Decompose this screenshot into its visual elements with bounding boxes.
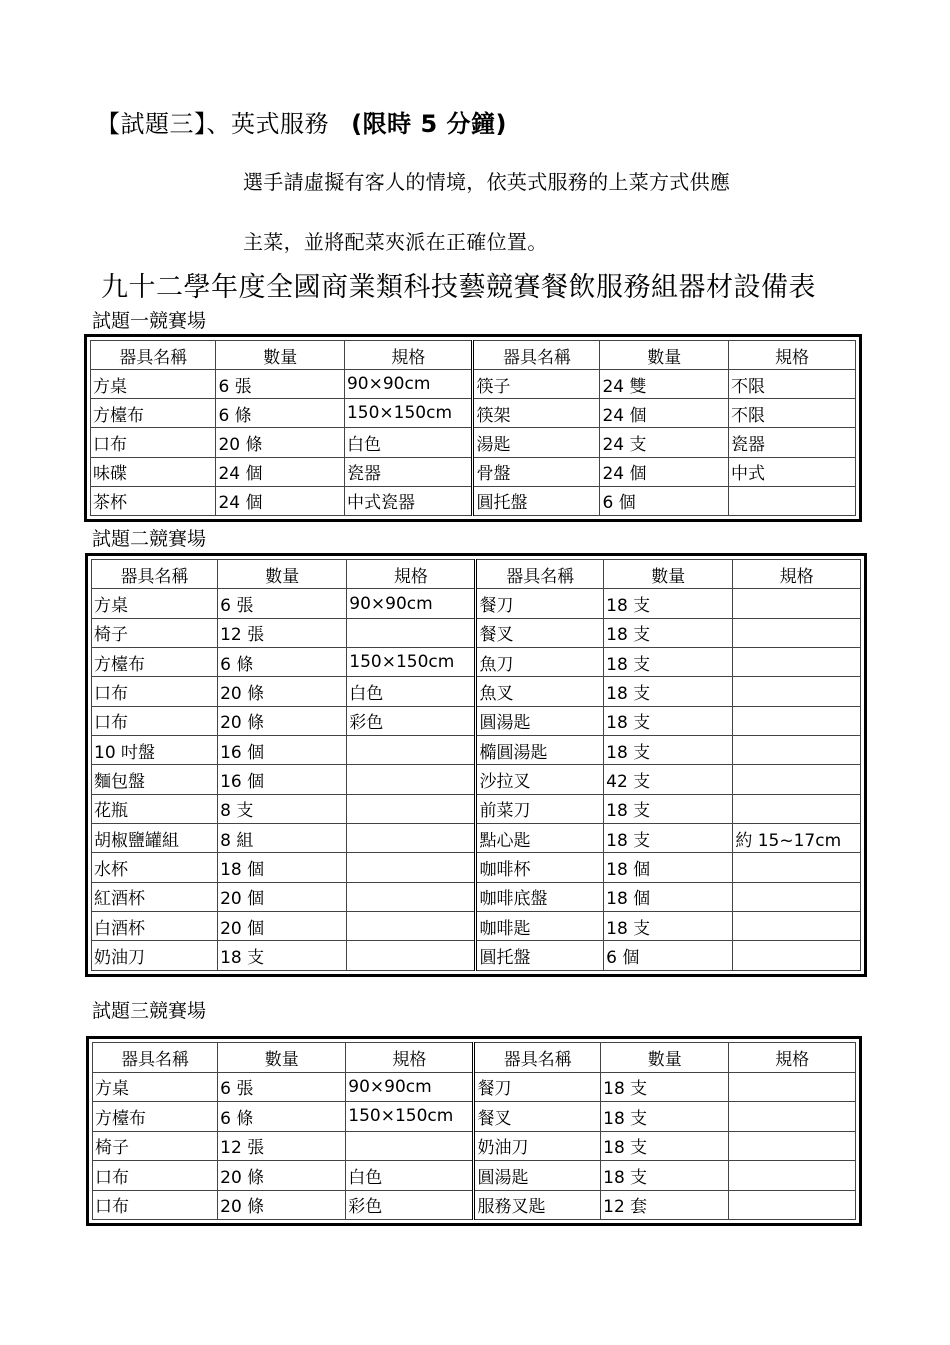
cell-item-name: 前菜刀 [476, 794, 604, 823]
cell-spec [728, 486, 855, 515]
cell-quantity: 18 個 [604, 882, 733, 911]
table-row [92, 941, 861, 971]
equipment-table-3 [86, 1036, 862, 1226]
cell-spec [729, 1102, 856, 1132]
cell-spec [733, 794, 861, 823]
cell-item-name: 方桌 [92, 589, 218, 618]
table-row [92, 618, 861, 647]
cell-quantity: 6 張 [218, 589, 347, 618]
column-header-spec: 規格 [728, 341, 855, 370]
cell-quantity: 6 條 [218, 648, 347, 677]
cell-item-name: 胡椒鹽罐組 [92, 824, 218, 853]
cell-item-name: 10 吋盤 [92, 736, 218, 765]
cell-quantity: 18 個 [604, 853, 733, 882]
table-row [93, 1102, 856, 1132]
cell-quantity: 6 個 [604, 941, 733, 971]
cell-item-name: 口布 [93, 1161, 218, 1191]
section-label-1: 試題一競賽場 [92, 310, 207, 332]
cell-quantity: 24 支 [600, 428, 729, 457]
cell-spec [347, 882, 476, 911]
cell-spec [347, 736, 476, 765]
cell-quantity: 20 個 [218, 882, 347, 911]
cell-spec [346, 1131, 474, 1161]
column-header-spec: 規格 [729, 1043, 856, 1073]
table-row [92, 706, 861, 735]
column-header-item-name: 器具名稱 [476, 560, 604, 589]
column-header-item-name: 器具名稱 [92, 560, 218, 589]
cell-item-name: 筷子 [473, 370, 600, 399]
cell-item-name: 椅子 [93, 1131, 218, 1161]
cell-quantity: 18 支 [218, 941, 347, 971]
cell-item-name: 橢圓湯匙 [476, 736, 604, 765]
table-header-row [92, 560, 861, 589]
cell-spec: 90×90cm [346, 1072, 474, 1102]
table-row [91, 399, 856, 428]
cell-quantity: 24 個 [600, 457, 729, 486]
cell-item-name: 餐叉 [474, 1102, 601, 1132]
cell-quantity: 12 張 [218, 618, 347, 647]
cell-spec [733, 648, 861, 677]
cell-quantity: 12 張 [218, 1131, 346, 1161]
cell-quantity: 18 個 [218, 853, 347, 882]
cell-spec: 白色 [347, 677, 476, 706]
cell-spec: 不限 [728, 370, 855, 399]
column-header-quantity: 數量 [601, 1043, 729, 1073]
cell-item-name: 餐叉 [476, 618, 604, 647]
cell-spec: 90×90cm [344, 370, 473, 399]
cell-item-name: 麵包盤 [92, 765, 218, 794]
equipment-table-title: 九十二學年度全國商業類科技藝競賽餐飲服務組器材設備表 [101, 272, 816, 303]
cell-quantity: 6 張 [218, 1072, 346, 1102]
table-row [92, 824, 861, 853]
cell-item-name: 服務叉匙 [474, 1190, 601, 1220]
cell-spec [733, 736, 861, 765]
table-row [92, 736, 861, 765]
cell-quantity: 6 個 [600, 486, 729, 515]
cell-quantity: 20 條 [218, 1190, 346, 1220]
cell-item-name: 方檯布 [91, 399, 216, 428]
cell-spec: 瓷器 [344, 457, 473, 486]
cell-item-name: 口布 [91, 428, 216, 457]
cell-item-name: 筷架 [473, 399, 600, 428]
cell-item-name: 白酒杯 [92, 912, 218, 941]
equipment-table-2 [85, 553, 867, 977]
cell-quantity: 18 支 [604, 706, 733, 735]
cell-quantity: 20 條 [218, 1161, 346, 1191]
cell-item-name: 口布 [92, 706, 218, 735]
equipment-table [90, 340, 856, 516]
column-header-spec: 規格 [733, 560, 861, 589]
cell-item-name: 圓湯匙 [476, 706, 604, 735]
table-row [92, 677, 861, 706]
cell-spec: 150×150cm [344, 399, 473, 428]
section-label-3: 試題三競賽場 [92, 1000, 207, 1022]
cell-item-name: 圓托盤 [473, 486, 600, 515]
column-header-item-name: 器具名稱 [474, 1043, 601, 1073]
table-row [91, 428, 856, 457]
cell-item-name: 味碟 [91, 457, 216, 486]
column-header-item-name: 器具名稱 [473, 341, 600, 370]
table-row [92, 765, 861, 794]
cell-spec [733, 941, 861, 971]
cell-spec: 彩色 [346, 1190, 474, 1220]
cell-spec [347, 853, 476, 882]
cell-spec [733, 765, 861, 794]
cell-quantity: 24 個 [216, 486, 345, 515]
cell-item-name: 餐刀 [474, 1072, 601, 1102]
cell-spec [733, 706, 861, 735]
table-row [91, 486, 856, 515]
cell-item-name: 魚刀 [476, 648, 604, 677]
column-header-spec: 規格 [346, 1043, 474, 1073]
equipment-table-1 [84, 334, 862, 522]
cell-item-name: 方桌 [91, 370, 216, 399]
question-description-line1: 選手請虛擬有客人的情境，依英式服務的上菜方式供應 [243, 170, 731, 194]
cell-item-name: 方檯布 [92, 648, 218, 677]
cell-spec [733, 882, 861, 911]
cell-quantity: 24 個 [216, 457, 345, 486]
cell-quantity: 18 支 [604, 589, 733, 618]
time-limit: (限時 5 分鐘) [351, 110, 507, 138]
cell-quantity: 8 支 [218, 794, 347, 823]
equipment-table [92, 1042, 856, 1220]
cell-quantity: 18 支 [601, 1102, 729, 1132]
cell-spec [729, 1131, 856, 1161]
cell-quantity: 6 條 [218, 1102, 346, 1132]
cell-quantity: 18 支 [604, 648, 733, 677]
table-row [93, 1131, 856, 1161]
column-header-quantity: 數量 [218, 560, 347, 589]
cell-quantity: 8 組 [218, 824, 347, 853]
cell-item-name: 圓托盤 [476, 941, 604, 971]
cell-quantity: 20 個 [218, 912, 347, 941]
cell-item-name: 點心匙 [476, 824, 604, 853]
cell-spec: 白色 [346, 1161, 474, 1191]
table-row [92, 853, 861, 882]
column-header-spec: 規格 [347, 560, 476, 589]
cell-spec: 不限 [728, 399, 855, 428]
cell-quantity: 18 支 [604, 618, 733, 647]
cell-spec: 中式 [728, 457, 855, 486]
cell-item-name: 魚叉 [476, 677, 604, 706]
cell-spec [347, 765, 476, 794]
cell-quantity: 12 套 [601, 1190, 729, 1220]
column-header-quantity: 數量 [600, 341, 729, 370]
cell-spec: 瓷器 [728, 428, 855, 457]
question-title-prefix: 【試題三】、英式服務 [96, 110, 329, 138]
cell-quantity: 18 支 [601, 1072, 729, 1102]
cell-item-name: 奶油刀 [92, 941, 218, 971]
question-description-line2: 主菜，並將配菜夾派在正確位置。 [243, 230, 548, 254]
cell-spec [347, 618, 476, 647]
cell-spec [733, 853, 861, 882]
cell-item-name: 奶油刀 [474, 1131, 601, 1161]
table-row [92, 648, 861, 677]
cell-spec: 約 15~17cm [733, 824, 861, 853]
table-header-row [93, 1043, 856, 1073]
table-row [91, 457, 856, 486]
cell-item-name: 沙拉叉 [476, 765, 604, 794]
cell-quantity: 16 個 [218, 765, 347, 794]
cell-quantity: 6 條 [216, 399, 345, 428]
cell-item-name: 湯匙 [473, 428, 600, 457]
cell-spec: 150×150cm [346, 1102, 474, 1132]
cell-item-name: 水杯 [92, 853, 218, 882]
table-row [92, 589, 861, 618]
column-header-quantity: 數量 [604, 560, 733, 589]
cell-quantity: 20 條 [218, 677, 347, 706]
cell-item-name: 咖啡杯 [476, 853, 604, 882]
cell-spec [347, 941, 476, 971]
cell-quantity: 18 支 [604, 824, 733, 853]
cell-spec [733, 618, 861, 647]
column-header-spec: 規格 [344, 341, 473, 370]
table-row [92, 794, 861, 823]
cell-quantity: 20 條 [216, 428, 345, 457]
cell-quantity: 16 個 [218, 736, 347, 765]
section-label-2: 試題二競賽場 [92, 528, 207, 550]
table-row [93, 1072, 856, 1102]
cell-item-name: 方檯布 [93, 1102, 218, 1132]
cell-quantity: 18 支 [604, 912, 733, 941]
cell-item-name: 紅酒杯 [92, 882, 218, 911]
cell-item-name: 椅子 [92, 618, 218, 647]
table-row [92, 882, 861, 911]
cell-item-name: 骨盤 [473, 457, 600, 486]
cell-spec: 90×90cm [347, 589, 476, 618]
cell-quantity: 18 支 [601, 1161, 729, 1191]
cell-spec [733, 677, 861, 706]
cell-spec [729, 1072, 856, 1102]
cell-spec [347, 794, 476, 823]
table-row [93, 1190, 856, 1220]
cell-quantity: 42 支 [604, 765, 733, 794]
cell-quantity: 18 支 [604, 736, 733, 765]
table-row [93, 1161, 856, 1191]
column-header-item-name: 器具名稱 [91, 341, 216, 370]
cell-quantity: 24 個 [600, 399, 729, 428]
cell-spec [733, 589, 861, 618]
cell-spec: 中式瓷器 [344, 486, 473, 515]
cell-quantity: 18 支 [604, 677, 733, 706]
table-header-row [91, 341, 856, 370]
cell-spec [347, 912, 476, 941]
cell-quantity: 18 支 [604, 794, 733, 823]
cell-item-name: 方桌 [93, 1072, 218, 1102]
question-title [96, 104, 507, 139]
cell-quantity: 20 條 [218, 706, 347, 735]
cell-item-name: 咖啡匙 [476, 912, 604, 941]
cell-spec [729, 1190, 856, 1220]
column-header-quantity: 數量 [218, 1043, 346, 1073]
column-header-quantity: 數量 [216, 341, 345, 370]
cell-quantity: 6 張 [216, 370, 345, 399]
cell-spec: 彩色 [347, 706, 476, 735]
cell-spec [729, 1161, 856, 1191]
cell-spec: 白色 [344, 428, 473, 457]
cell-item-name: 口布 [92, 677, 218, 706]
cell-item-name: 口布 [93, 1190, 218, 1220]
table-row [92, 912, 861, 941]
column-header-item-name: 器具名稱 [93, 1043, 218, 1073]
cell-item-name: 咖啡底盤 [476, 882, 604, 911]
equipment-table [91, 559, 861, 971]
cell-spec [347, 824, 476, 853]
cell-quantity: 24 雙 [600, 370, 729, 399]
cell-spec [733, 912, 861, 941]
cell-item-name: 餐刀 [476, 589, 604, 618]
cell-quantity: 18 支 [601, 1131, 729, 1161]
cell-item-name: 圓湯匙 [474, 1161, 601, 1191]
cell-spec: 150×150cm [347, 648, 476, 677]
cell-item-name: 花瓶 [92, 794, 218, 823]
cell-item-name: 茶杯 [91, 486, 216, 515]
table-row [91, 370, 856, 399]
